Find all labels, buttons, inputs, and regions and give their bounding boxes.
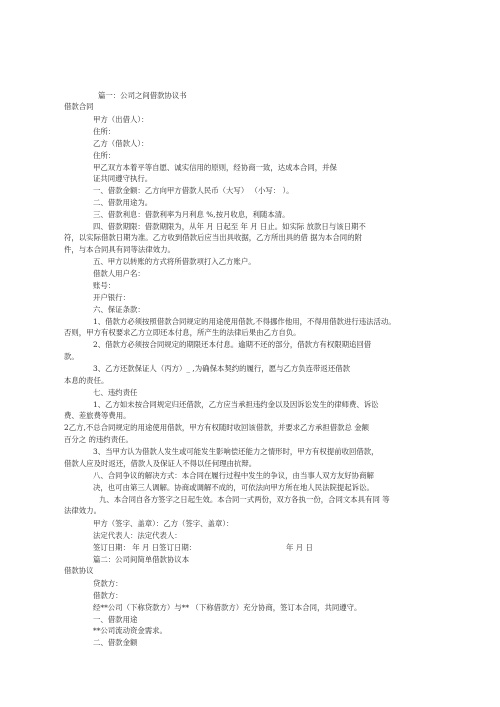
document-line: 住所： [93, 127, 116, 136]
document-line: 三、借款利息：借款利率为月利息 %,按月收息，利随本清。 [93, 210, 290, 219]
document-line: 百分之 的违约责任。 [64, 435, 133, 444]
document-line: 件，与本合同具有同等法律效力。 [64, 245, 175, 254]
document-line: 甲乙双方本着平等自愿、诚实信用的原则，经协商一致，达成本合同，并保 [93, 163, 337, 172]
document-line: 3、当甲方认为借款人发生或可能发生影响偿还能力之情形时，甲方有权提前收回借款， [93, 447, 379, 456]
document-line: 开户银行： [93, 293, 130, 302]
document-line: 九、本合同自各方签字之日起生效。本合同一式两份，双方各执一份，合同文本具有同 等 [99, 495, 390, 504]
document-line: **公司流动资金需求。 [93, 626, 167, 635]
document-line: 证共同遵守执行。 [93, 174, 153, 183]
document-line: 法律效力。 [64, 506, 101, 515]
document-line: 八、合同争议的解决方式：本合同在履行过程中发生的争议，由当事人双方友好协商解 [93, 471, 374, 480]
document-line: 经**公司（下称贷款方）与** （下称借款方）充分协商，签订本合同，共同遵守。 [93, 603, 362, 612]
document-line: 二、借款金额 [93, 638, 138, 647]
document-line: 借款协议 [64, 566, 94, 575]
document-line: 符，以实际借款日期为准。乙方收到借款后应当出具收据，乙方所出具的借 据为本合同的附 [64, 233, 362, 242]
document-line: 签订日期： 年 月 日签订日期： [93, 543, 197, 552]
document-line: 法定代表人：法定代表人： [93, 531, 182, 540]
document-line: 二、借款用途为。 [93, 198, 153, 207]
document-line: 3、乙方还款保证人（丙方）_ ,为确保本契约的履行，愿与乙方负连带返还借款 [93, 364, 350, 373]
document-line: 六、保证条款： [93, 305, 145, 314]
document-line: 四、借款期限：借款期限为，从年 月 日起至 年 月 日止。如实际 放款日与该日期不 [93, 222, 366, 231]
document-line: 一、借款金额：乙方向甲方借款人民币（大写） （小写： ）。 [93, 186, 294, 195]
document-line: 甲方（签字、盖章）：乙方（签字、盖章）： [93, 519, 234, 528]
document-line: 2、借款方必须按合同规定的期限还本付息。逾期不还的部分，借款方有权限期追回借 [93, 340, 372, 349]
document-line: 借款人用户名： [93, 269, 145, 278]
document-line: 五、甲方以转账的方式将所借款项打入乙方账户。 [93, 257, 256, 266]
document-line: 借款合同 [64, 102, 94, 111]
document-line: 本息的责任。 [64, 376, 109, 385]
document-line: 甲方（出借人）： [93, 115, 149, 124]
document-line: 篇一：公司之间借款协议书 [98, 91, 187, 100]
document-line: 账号： [93, 281, 116, 290]
document-line: 款。 [64, 352, 79, 361]
document-line: 住所： [93, 151, 116, 160]
document-line: 费、差旅费等费用。 [64, 411, 131, 420]
document-line: 2乙方,不总合同规定的用途使用借款，甲方有权随时收回该借款，并要求乙方承担借款总 金额 [64, 423, 370, 432]
document-line: 贷款方： [93, 579, 123, 588]
document-line: 1、借款方必须按照借款合同规定的用途使用借款,不得挪作他用，不得用借款进行违法活动。 [93, 317, 396, 326]
document-line: 篇二：公司间简单借款协议本 [93, 555, 190, 564]
document-line: 决，也可由第三人调解。协商或调解不成的，可依法向甲方所在地人民法院提起诉讼。 [93, 483, 374, 492]
document-line: 七、违约责任 [93, 388, 138, 397]
signing-date-right: 年 月 日 [286, 543, 313, 552]
document-line: 否则，甲方有权要求乙方立即还本付息，所产生的法律后果由乙方自负。 [64, 328, 301, 337]
document-line: 乙方（借款人）： [93, 139, 149, 148]
document-line: 借款人应及时返还，借款人及保证人不得以任何理由抗辩。 [64, 459, 257, 468]
document-line: 借款方： [93, 591, 123, 600]
document-line: 1、乙方如未按合同规定归还借款，乙方应当承担违约金以及因诉讼发生的律师费、诉讼 [93, 400, 379, 409]
document-line: 一、借款用途 [93, 615, 138, 624]
